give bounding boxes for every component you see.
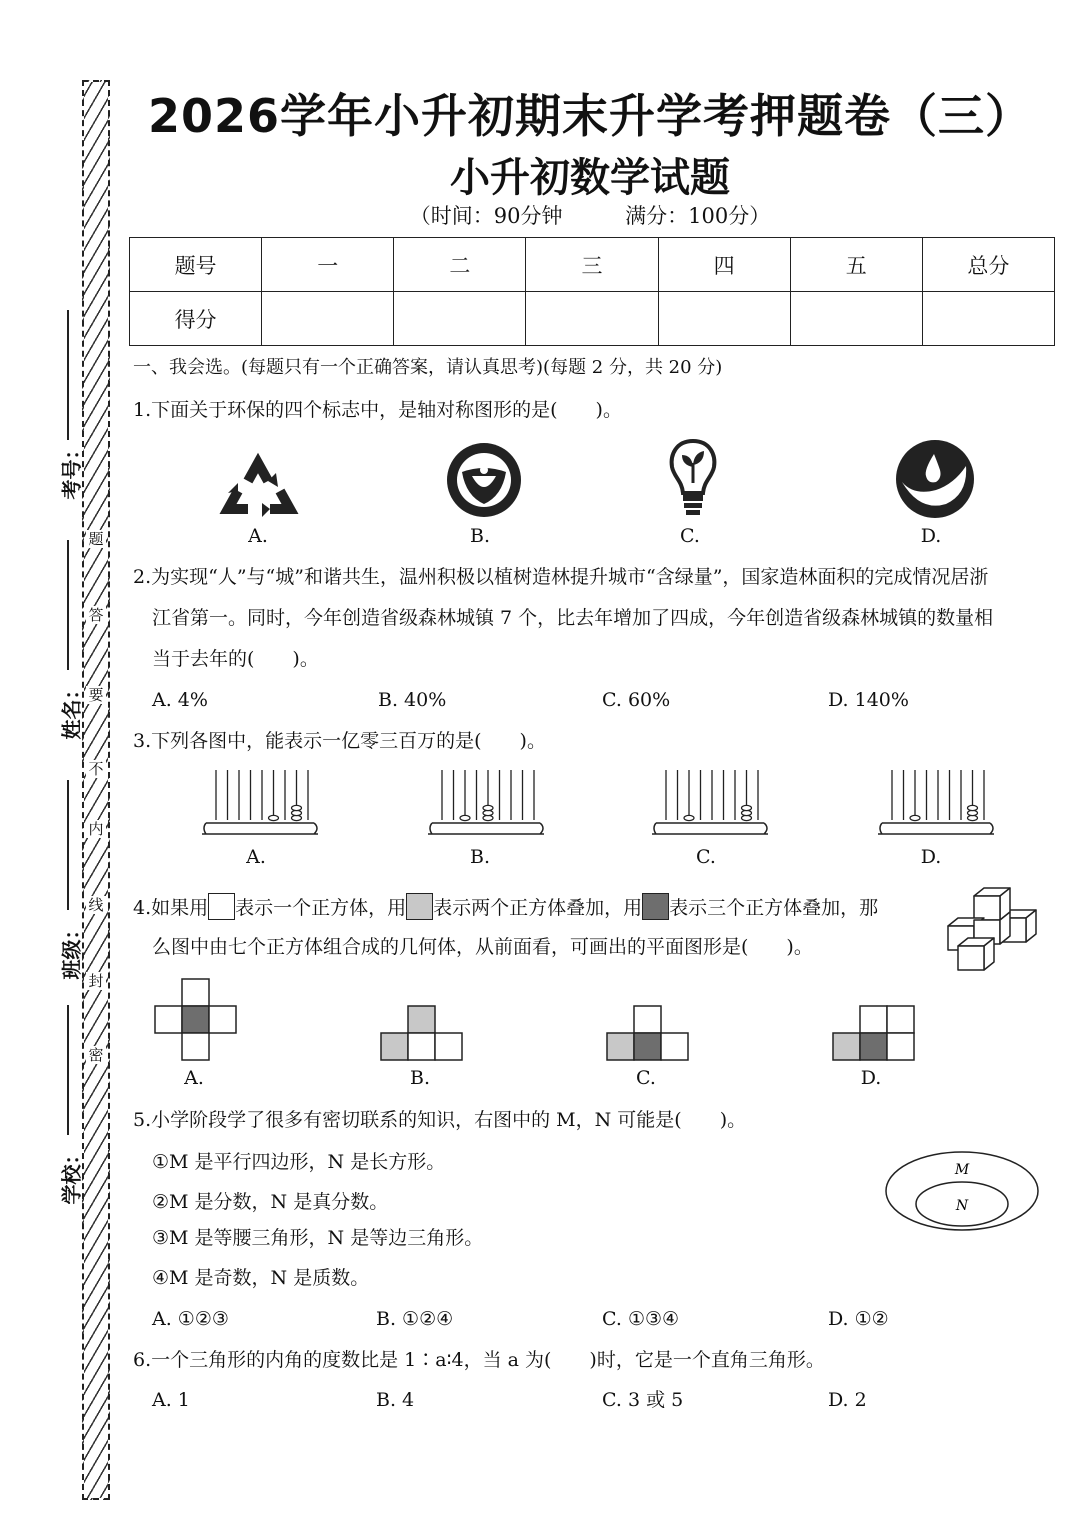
question-5-text: 5.小学阶段学了很多有密切联系的知识，右图中的 M，N 可能是( )。 (133, 1109, 747, 1131)
counting-frame-d (878, 768, 998, 844)
q4-text-part: 表示两个正方体叠加，用 (433, 897, 643, 919)
score-cell[interactable] (790, 292, 922, 346)
q2-option[interactable]: D. 140% (828, 689, 909, 711)
score-header-cell: 总分 (922, 238, 1054, 292)
question-6-text: 6.一个三角形的内角的度数比是 1∶a∶4，当 a 为( )时，它是一个直角三角形。 (133, 1349, 825, 1371)
school-label: 学校： (59, 1144, 84, 1205)
exam-meta (130, 200, 1050, 230)
abacus-bead (269, 815, 279, 820)
seal-char: 不 (86, 760, 106, 778)
score-cell[interactable] (262, 292, 394, 346)
score-cell[interactable] (526, 292, 658, 346)
q6-option[interactable]: A. 1 (152, 1389, 190, 1411)
score-header-cell: 三 (526, 238, 658, 292)
abacus-bead (910, 815, 920, 820)
view-cell (435, 1033, 462, 1060)
school-line[interactable] (67, 1005, 69, 1135)
counting-frame-b (428, 768, 548, 844)
seal-char: 密 (86, 1046, 106, 1064)
section-heading: 一、我会选。(每题只有一个正确答案，请认真思考)(每题 2 分，共 20 分) (133, 357, 723, 378)
view-cell (607, 1033, 634, 1060)
water-drop-icon (894, 438, 976, 520)
score-header-cell: 一 (262, 238, 394, 292)
q3-option-label[interactable]: B. (469, 846, 490, 868)
page-subtitle: 小升初数学试题 (450, 155, 730, 201)
q5-option[interactable]: A. ①②③ (152, 1308, 229, 1330)
view-cell (381, 1033, 408, 1060)
green-food-icon (444, 440, 524, 520)
exam-number-label: 考号： (59, 439, 84, 500)
q1-option-label[interactable]: A. (248, 525, 268, 547)
abacus-bead (483, 805, 493, 810)
q4-text-part: 表示一个正方体，用 (235, 897, 407, 919)
abacus-base (652, 823, 768, 834)
score-header-cell: 四 (658, 238, 790, 292)
view-cell (833, 1033, 860, 1060)
abacus-base (202, 823, 318, 834)
question-4-line1 (133, 893, 878, 920)
view-cell (661, 1033, 688, 1060)
q4-option-label[interactable]: C. (636, 1067, 656, 1089)
question-2-line: 江省第一。同时，今年创造省级森林城镇 7 个，比去年增加了四成，今年创造省级森林城镇的数量相 (152, 607, 994, 629)
q2-option[interactable]: A. 4% (152, 689, 208, 711)
q3-option-label[interactable]: C. (696, 846, 716, 868)
abacus-base (878, 823, 994, 834)
abacus-bead (742, 805, 752, 810)
q5-statement: ②M 是分数，N 是真分数。 (152, 1191, 389, 1213)
view-cell (887, 1006, 914, 1033)
q6-option[interactable]: B. 4 (376, 1389, 415, 1411)
question-2-line: 2.为实现“人”与“城”和谐共生，温州积极以植树造林提升城市“含绿量”，国家造林面积的完成情况居浙 (133, 566, 989, 588)
score-cell[interactable] (922, 292, 1054, 346)
class-line[interactable] (67, 780, 69, 910)
view-cell (860, 1033, 887, 1060)
question-3-text: 3.下列各图中，能表示一亿零三百万的是( )。 (133, 730, 546, 752)
exam-time: （时间：90分钟 (409, 204, 563, 228)
q4-option-shape-b (380, 1005, 464, 1062)
view-cell (408, 1006, 435, 1033)
score-row-label: 得分 (130, 292, 262, 346)
exam-number-line[interactable] (67, 310, 69, 440)
view-cell (182, 1006, 209, 1033)
q4-text-part: 表示三个正方体叠加，那 (669, 897, 879, 919)
cube-solid-figure (938, 886, 1042, 976)
q4-option-label[interactable]: D. (860, 1067, 882, 1089)
q5-statement: ④M 是奇数，N 是质数。 (152, 1267, 370, 1289)
q4-option-label[interactable]: A. (184, 1067, 204, 1089)
q4-option-label[interactable]: B. (409, 1067, 430, 1089)
score-header-cell: 二 (394, 238, 526, 292)
q4-option-shape-c (606, 1005, 690, 1062)
abacus-bead (684, 815, 694, 820)
q5-option[interactable]: C. ①③④ (602, 1308, 680, 1330)
q1-option-label[interactable]: B. (469, 525, 490, 547)
view-cell (209, 1006, 236, 1033)
view-cell (182, 979, 209, 1006)
seal-char: 线 (86, 896, 106, 914)
score-table-score-row (130, 292, 1055, 346)
question-4-line2: 么图中由七个正方体组合成的几何体，从前面看，可画出的平面图形是( )。 (152, 936, 813, 958)
double-cube-legend (406, 893, 433, 920)
binding-strip (82, 80, 110, 1500)
q5-option[interactable]: D. ①② (828, 1308, 889, 1330)
exam-full-score: 满分：100分） (625, 204, 771, 228)
counting-frame-a (202, 768, 322, 844)
score-table-header-row (130, 238, 1055, 292)
seal-char: 答 (86, 606, 106, 624)
view-cell (887, 1033, 914, 1060)
q6-option[interactable]: C. 3 或 5 (602, 1389, 684, 1411)
q1-option-label[interactable]: C. (680, 525, 700, 547)
q3-option-label[interactable]: A. (246, 846, 266, 868)
class-label: 班级： (59, 919, 84, 980)
view-cell (634, 1006, 661, 1033)
abacus-bead (460, 815, 470, 820)
seal-char: 内 (86, 820, 106, 838)
venn-outer-label: M (954, 1162, 970, 1178)
view-cell (155, 1006, 182, 1033)
q4-option-shape-d (832, 1005, 916, 1062)
q3-option-label[interactable]: D. (920, 846, 942, 868)
seal-char: 封 (86, 972, 106, 990)
name-label: 姓名： (59, 679, 84, 740)
q5-statement: ①M 是平行四边形，N 是长方形。 (152, 1151, 446, 1173)
q6-option[interactable]: D. 2 (828, 1389, 867, 1411)
score-table (129, 237, 1055, 346)
q2-option[interactable]: C. 60% (602, 689, 671, 711)
abacus-bead (968, 805, 978, 810)
page-title: 2026学年小升初期末升学考押题卷（三） (147, 89, 1033, 143)
abacus-bead (292, 805, 302, 810)
score-cell[interactable] (394, 292, 526, 346)
seal-char: 要 (86, 686, 106, 704)
score-cell[interactable] (658, 292, 790, 346)
single-cube-legend (208, 893, 235, 920)
question-1-text: 1.下面关于环保的四个标志中，是轴对称图形的是( )。 (133, 399, 622, 421)
question-2-line: 当于去年的( )。 (152, 648, 319, 670)
seal-char: 题 (86, 530, 106, 548)
q5-option[interactable]: B. ①②④ (376, 1308, 454, 1330)
venn-diagram (884, 1150, 1040, 1232)
q4-option-shape-a (154, 978, 238, 1062)
view-cell (634, 1033, 661, 1060)
counting-frame-c (652, 768, 772, 844)
triple-cube-legend (642, 893, 669, 920)
q4-text-part: 4.如果用 (133, 897, 209, 919)
name-line[interactable] (67, 540, 69, 670)
view-cell (408, 1033, 435, 1060)
score-header-cell: 题号 (130, 238, 262, 292)
recycle-icon (218, 445, 304, 521)
q5-statement: ③M 是等腰三角形，N 是等边三角形。 (152, 1227, 484, 1249)
abacus-base (428, 823, 544, 834)
q2-option[interactable]: B. 40% (378, 689, 447, 711)
view-cell (860, 1006, 887, 1033)
view-cell (182, 1033, 209, 1060)
q1-option-label[interactable]: D. (920, 525, 942, 547)
lightbulb-sprout-icon (668, 437, 718, 521)
score-header-cell: 五 (790, 238, 922, 292)
venn-inner-label: N (955, 1198, 969, 1214)
